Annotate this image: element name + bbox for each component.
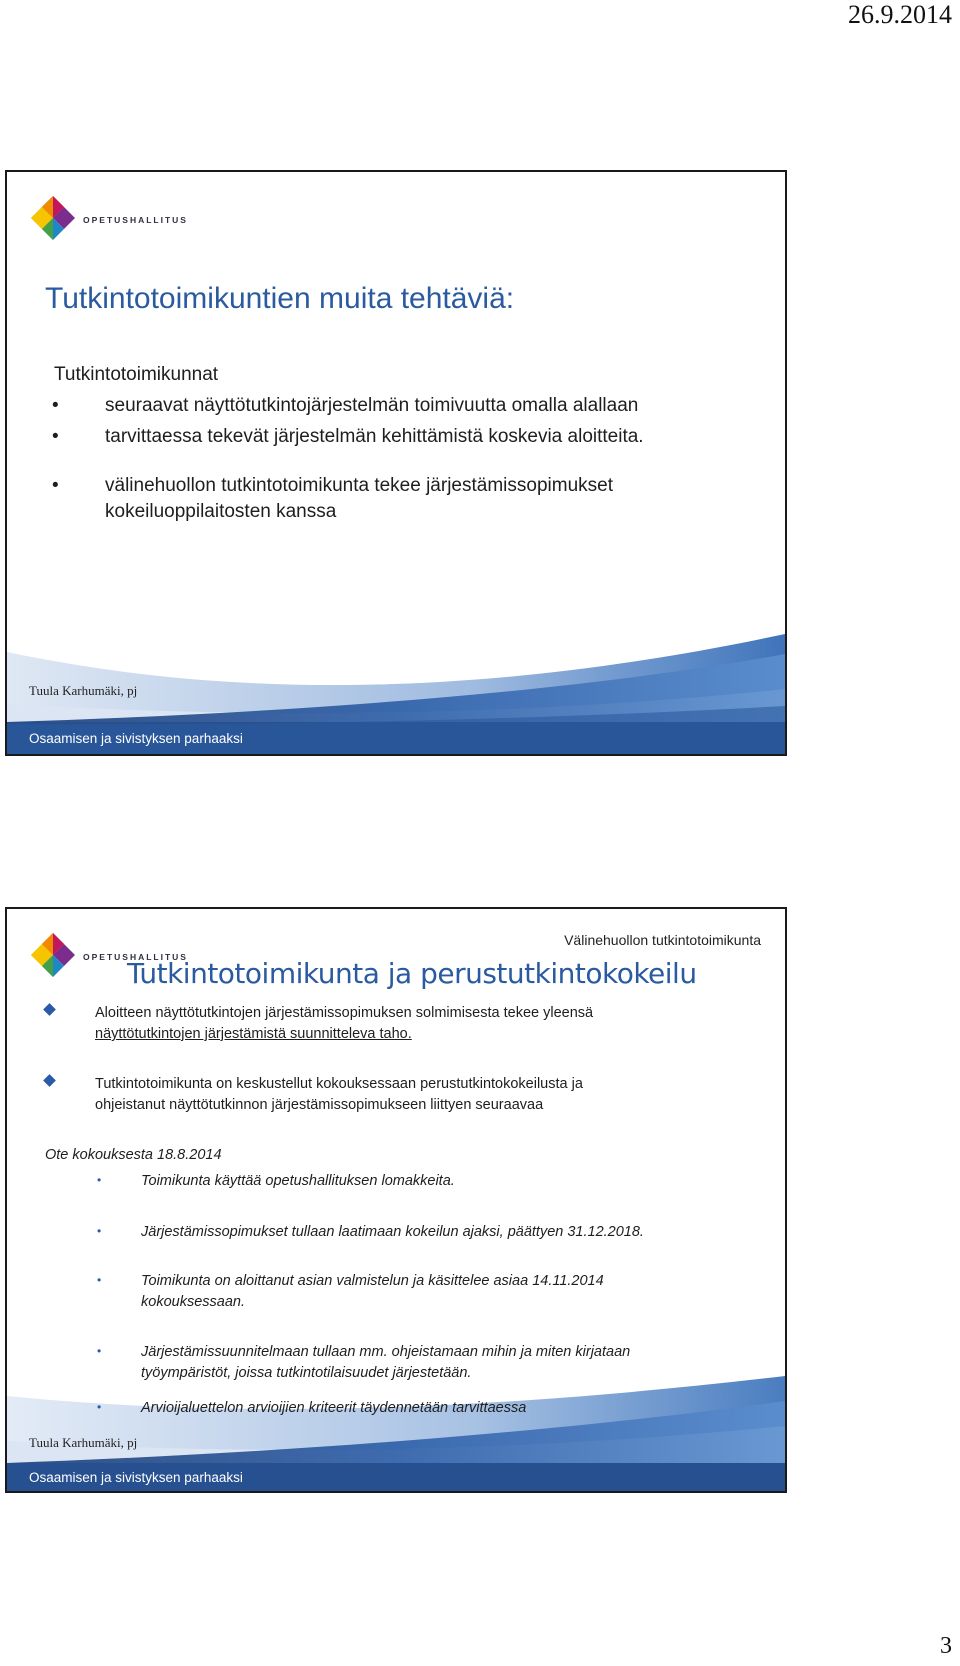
diamond-bullet-icon: [43, 1074, 56, 1087]
bullet-text-line1: Aloitteen näyttötutkintojen järjestämissopimuksen solmimisesta tekee yleensä: [95, 1005, 594, 1021]
bullet-text-line2: kokeiluoppilaitosten kanssa: [105, 501, 337, 522]
bullet-dot: •: [97, 1173, 102, 1187]
bullet-dot: •: [97, 1224, 102, 1238]
slide-2: [5, 907, 787, 1493]
bullet-dot: •: [97, 1344, 102, 1358]
footer-author: Tuula Karhumäki, pj: [29, 683, 138, 698]
diamond-bullet-item: [45, 1074, 665, 1116]
excerpt-item: [97, 1398, 701, 1419]
bullet-text-line1: välinehuollon tutkintotoimikunta tekee järjestämissopimukset: [105, 475, 613, 496]
lead-text: Tutkintotoimikunnat: [54, 364, 219, 385]
bullet-dot: •: [52, 395, 59, 416]
excerpt-item: [97, 1222, 701, 1243]
excerpt-item: [97, 1171, 701, 1192]
slide-1: [5, 170, 787, 756]
excerpt-text: Arvioijaluettelon arvioijien kriteerit täydennetään tarvittaessa: [141, 1400, 527, 1416]
bullet-dot: •: [97, 1273, 102, 1287]
bullet-text-line2: näyttötutkintojen järjestämistä suunnitteleva taho.: [95, 1026, 412, 1042]
logo-text: OPETUSHALLITUS: [83, 952, 188, 962]
bullet-dot: •: [52, 475, 59, 496]
diamond-bullet-item: [45, 1003, 665, 1045]
page-date: 26.9.2014: [848, 0, 952, 29]
bullet-text-line2: ohjeistanut näyttötutkinnon järjestämissopimukseen liittyen seuraavaa: [95, 1097, 544, 1113]
page-number: 3: [940, 1633, 952, 1659]
bullet-text: tarvittaessa tekevät järjestelmän kehittämistä koskevia aloitteita.: [105, 426, 644, 447]
slide-title: Tutkintotoimikunta ja perustutkintokokeilu: [127, 957, 697, 990]
bullet-item: [52, 421, 644, 452]
excerpt-text: Toimikunta käyttää opetushallituksen lomakkeita.: [141, 1173, 455, 1189]
excerpt-text: Järjestämissopimukset tullaan laatimaan kokeilun ajaksi, päättyen 31.12.2018.: [141, 1224, 644, 1240]
excerpt-text-line1: Toimikunta on aloittanut asian valmistelun ja käsittelee asiaa 14.11.2014: [141, 1273, 604, 1289]
bullet-text-line1: Tutkintotoimikunta on keskustellut kokouksessaan perustutkintokokeilusta ja: [95, 1076, 583, 1092]
slide-title: Tutkintotoimikuntien muita tehtäviä:: [45, 282, 515, 315]
logo-text: OPETUSHALLITUS: [83, 215, 188, 225]
excerpt-text-line1: Järjestämissuunnitelmaan tullaan mm. ohjeistamaan mihin ja miten kirjataan: [141, 1344, 631, 1360]
bullet-item: [52, 473, 644, 525]
footer-slogan: Osaamisen ja sivistyksen parhaaksi: [29, 1470, 243, 1485]
bullet-dot: •: [97, 1400, 102, 1414]
footer-slogan: Osaamisen ja sivistyksen parhaaksi: [29, 731, 243, 746]
slide-body: [52, 359, 644, 525]
bullet-text: seuraavat näyttötutkintojärjestelmän toimivuutta omalla alallaan: [105, 395, 639, 416]
slide-header: Välinehuollon tutkintotoimikunta: [564, 932, 761, 948]
opetushallitus-logo: [31, 196, 201, 248]
meeting-excerpt-heading: Ote kokouksesta 18.8.2014: [45, 1147, 222, 1163]
logo-diamond-icon: [31, 933, 75, 977]
bullet-item: [52, 390, 644, 421]
bullet-dot: •: [52, 426, 59, 447]
excerpt-text-line2: työympäristöt, joissa tutkintotilaisuudet järjestetään.: [141, 1365, 472, 1381]
diamond-bullet-icon: [43, 1003, 56, 1016]
logo-diamond-icon: [31, 196, 75, 240]
footer-author: Tuula Karhumäki, pj: [29, 1435, 138, 1450]
excerpt-item: [97, 1271, 701, 1313]
excerpt-text-line2: kokouksessaan.: [141, 1294, 245, 1310]
